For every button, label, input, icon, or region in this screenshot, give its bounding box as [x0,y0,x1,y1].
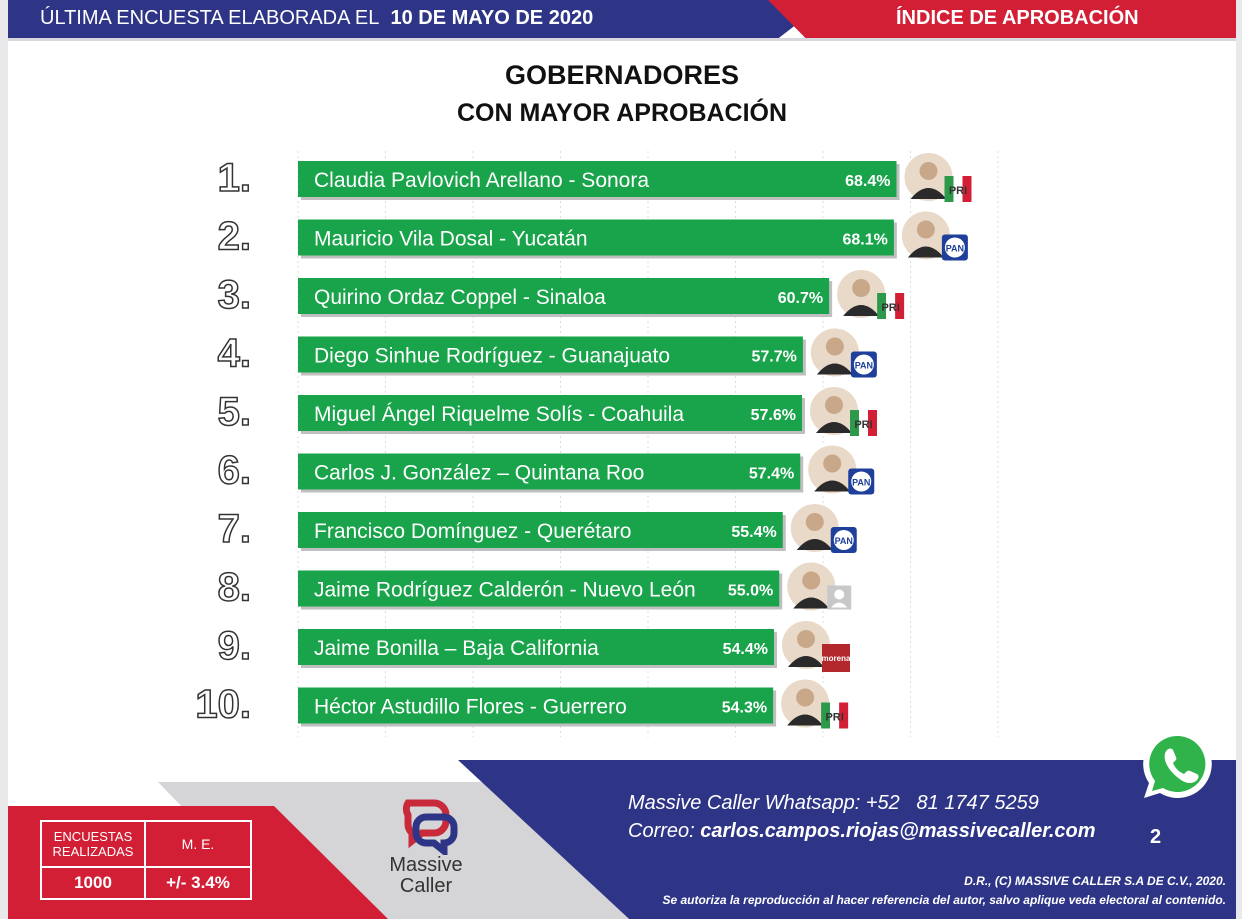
survey-date-line [40,7,593,30]
whatsapp-number: 81 1747 5259 [916,792,1039,814]
data-label: 54.4% [722,641,768,658]
party-pan-icon [942,235,968,261]
governor-name: Carlos J. González – Quintana Roo [314,461,645,485]
data-label: 55.4% [731,524,777,541]
party-pri-icon [850,410,877,436]
rank-number: 4. [217,331,251,376]
governor-name: Miguel Ángel Riquelme Solís - Coahuila [314,403,685,426]
header-divider [8,38,1236,41]
svg-text:PRI: PRI [854,419,873,431]
party-pri-icon [821,703,848,729]
party-pan-icon [851,352,877,378]
governor-name: Héctor Astudillo Flores - Guerrero [314,695,627,719]
whatsapp-icon[interactable] [1136,724,1220,808]
party-pri-icon [877,293,904,319]
party-pan-icon [848,469,874,495]
governor-name: Francisco Domínguez - Querétaro [314,520,632,543]
governor-name: Diego Sinhue Rodríguez - Guanajuato [314,344,671,368]
surveys-value: 1000 [42,868,146,898]
party-ind-icon [827,586,851,610]
chart-subtitle: CON MAYOR APROBACIÓN [456,99,788,127]
approval-index-title: ÍNDICE DE APROBACIÓN [896,7,1139,29]
governor-name: Claudia Pavlovich Arellano - Sonora [314,169,650,192]
rank-number: 5. [217,390,251,434]
party-pri-icon [945,176,972,202]
data-label: 60.7% [777,290,824,307]
data-label: 57.7% [751,348,797,366]
logo-text-massive: Massive [389,854,463,876]
surveys-label: ENCUESTAS REALIZADAS [42,822,146,868]
rank-number: 3. [217,273,251,317]
svg-text:morena: morena [821,654,851,663]
svg-text:PRI: PRI [825,711,844,724]
logo-text-caller: Caller [399,875,453,897]
survey-date: 10 DE MAYO DE 2020 [390,7,594,29]
poll-slide [8,0,1236,919]
data-label: 57.6% [750,407,796,424]
party-pan-icon [831,527,857,553]
email-label: Correo: [628,820,695,842]
svg-text:PRI: PRI [948,185,968,197]
governor-name: Jaime Bonilla – Baja California [314,637,599,660]
reproduction-notice: Se autoriza la reproducción al hacer referencia del autor, salvo aplique veda electoral al contenido. [662,893,1226,907]
whatsapp-label: Massive Caller Whatsapp: +52 [628,792,900,814]
rank-number: 8. [217,565,251,610]
rank-number: 1. [217,156,251,200]
copyright-line: D.R., (C) MASSIVE CALLER S.A DE C.V., 2020. [964,874,1226,888]
rank-number: 6. [217,448,251,493]
logo-mark-icon [386,795,466,855]
governor-name: Jaime Rodríguez Calderón - Nuevo León [314,578,696,602]
email-contact [628,820,1096,843]
party-morena-icon [822,644,851,672]
email-link[interactable]: carlos.campos.riojas@massivecaller.com [700,820,1096,842]
approval-bar-chart [8,145,1236,745]
rank-number: 10. [195,682,251,727]
data-label: 68.1% [842,231,888,249]
svg-text:PAN: PAN [852,477,871,488]
svg-text:PRI: PRI [881,302,900,314]
svg-text:PAN: PAN [945,243,965,254]
page-number: 2 [1150,826,1162,848]
data-label: 57.4% [748,465,795,483]
rank-number: 9. [217,624,251,668]
governor-name: Quirino Ordaz Coppel - Sinaloa [314,286,606,309]
svg-text:PAN: PAN [834,536,853,546]
data-label: 54.3% [721,699,768,717]
governor-name: Mauricio Vila Dosal - Yucatán [314,227,588,251]
margin-value: +/- 3.4% [166,873,230,892]
whatsapp-contact [628,792,1039,815]
survey-date-prefix: ÚLTIMA ENCUESTA ELABORADA EL [40,7,380,29]
data-label: 55.0% [727,582,774,600]
survey-stats-table [40,820,252,900]
data-label: 68.4% [845,173,891,190]
margin-label: M. E. [146,822,250,868]
rank-number: 2. [217,214,251,259]
chart-title: GOBERNADORES [504,60,740,90]
massive-caller-logo [386,795,466,905]
rank-number: 7. [217,507,251,551]
svg-text:PAN: PAN [854,360,874,371]
